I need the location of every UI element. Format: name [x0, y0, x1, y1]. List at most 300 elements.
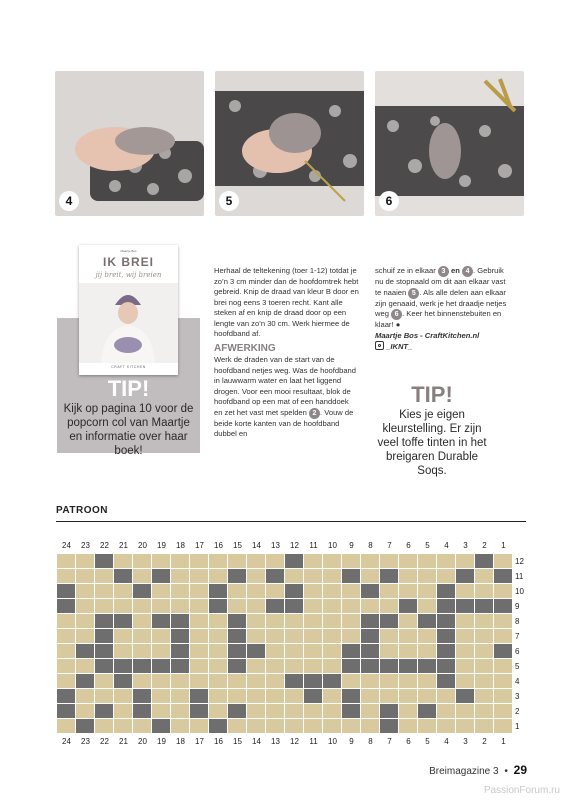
chart-cell	[57, 584, 76, 599]
chart-cell	[209, 659, 228, 674]
column-number: 24	[62, 541, 71, 550]
chart-cell	[418, 659, 437, 674]
chart-cell	[494, 659, 513, 674]
chart-cell	[228, 644, 247, 659]
chart-cell	[323, 689, 342, 704]
chart-cell	[475, 659, 494, 674]
column-number: 17	[195, 541, 204, 550]
chart-cell	[361, 629, 380, 644]
chart-cell	[399, 599, 418, 614]
row-number: 9	[515, 602, 520, 611]
chart-cell	[456, 599, 475, 614]
chart-cell	[323, 569, 342, 584]
chart-cell	[456, 719, 475, 734]
text: . Als alle delen aan elkaar zijn genaaid, werk je het draadje netjes weg	[375, 287, 507, 318]
chart-cell	[304, 704, 323, 719]
chart-cell	[190, 554, 209, 569]
chart-cell	[361, 719, 380, 734]
chart-cell	[323, 659, 342, 674]
chart-cell	[114, 644, 133, 659]
chart-cell	[494, 554, 513, 569]
column-number: 9	[349, 737, 354, 746]
chart-cell	[76, 584, 95, 599]
chart-cell	[437, 614, 456, 629]
chart-cell	[361, 599, 380, 614]
chart-cell	[133, 614, 152, 629]
chart-cell	[285, 614, 304, 629]
chart-cell	[380, 689, 399, 704]
chart-cell	[190, 644, 209, 659]
chart-cell	[304, 659, 323, 674]
chart-cell	[266, 554, 285, 569]
chart-cell	[475, 584, 494, 599]
chart-cell	[418, 584, 437, 599]
chart-cell	[342, 719, 361, 734]
chart-cell	[475, 554, 494, 569]
chart-cell	[456, 569, 475, 584]
chart-cell	[399, 584, 418, 599]
chart-cell	[133, 719, 152, 734]
chart-cell	[323, 629, 342, 644]
page-footer	[429, 763, 527, 777]
column-number: 14	[252, 541, 261, 550]
chart-cell	[152, 659, 171, 674]
chart-cell	[209, 644, 228, 659]
chart-cell	[494, 719, 513, 734]
step-number-badge: 4	[59, 191, 79, 211]
chart-cell	[228, 614, 247, 629]
chart-cell	[266, 659, 285, 674]
column-number: 10	[328, 737, 337, 746]
chart-cell	[418, 629, 437, 644]
row-number: 3	[515, 692, 520, 701]
chart-cell	[285, 719, 304, 734]
chart-cell	[152, 614, 171, 629]
chart-cell	[228, 554, 247, 569]
chart-cell	[437, 719, 456, 734]
chart-cell	[57, 629, 76, 644]
column-number: 19	[157, 541, 166, 550]
chart-cell	[114, 719, 133, 734]
chart-cell	[380, 674, 399, 689]
chart-cell	[418, 644, 437, 659]
chart-cell	[361, 584, 380, 599]
column-number: 8	[368, 541, 373, 550]
chart-cell	[266, 569, 285, 584]
chart-cell	[437, 644, 456, 659]
chart-cell	[304, 644, 323, 659]
chart-cell	[228, 659, 247, 674]
chart-cell	[285, 704, 304, 719]
step-ref-2: 2	[309, 408, 320, 419]
row-number: 12	[515, 557, 524, 566]
chart-cell	[399, 659, 418, 674]
chart-cell	[190, 659, 209, 674]
chart-cell	[190, 689, 209, 704]
signature: Maartje Bos - CraftKitchen.nl	[375, 330, 480, 340]
chart-cell	[266, 584, 285, 599]
chart-cell	[418, 674, 437, 689]
column-number: 6	[406, 541, 411, 550]
chart-cell	[456, 554, 475, 569]
chart-cell	[209, 719, 228, 734]
row-number: 10	[515, 587, 524, 596]
chart-cell	[475, 629, 494, 644]
chart-cell	[171, 599, 190, 614]
chart-cell	[228, 689, 247, 704]
chart-cell	[57, 614, 76, 629]
chart-cell	[228, 719, 247, 734]
chart-cell	[361, 689, 380, 704]
chart-cell	[190, 704, 209, 719]
chart-cell	[57, 554, 76, 569]
chart-cell	[57, 719, 76, 734]
chart-cell	[76, 719, 95, 734]
chart-cell	[209, 599, 228, 614]
chart-cell	[361, 614, 380, 629]
chart-cell	[266, 614, 285, 629]
column-number: 21	[119, 737, 128, 746]
chart-cell	[152, 599, 171, 614]
chart-cell	[266, 599, 285, 614]
chart-cell	[418, 614, 437, 629]
chart-cell	[380, 719, 399, 734]
chart-cell	[114, 659, 133, 674]
chart-cell	[152, 719, 171, 734]
chart-cell	[228, 704, 247, 719]
chart-cell	[418, 704, 437, 719]
knitting-photo-4	[55, 71, 204, 216]
chart-cell	[342, 629, 361, 644]
chart-cell	[456, 644, 475, 659]
chart-cell	[323, 674, 342, 689]
chart-cell	[456, 704, 475, 719]
instructions-column-3	[375, 266, 507, 353]
book-author: Maartje Bos	[120, 249, 137, 253]
step-number-badge: 5	[219, 191, 239, 211]
book-subtitle: jij breit, wij breien	[95, 271, 162, 279]
chart-cell	[266, 689, 285, 704]
chart-cell	[304, 719, 323, 734]
chart-cell	[114, 584, 133, 599]
chart-cell	[266, 704, 285, 719]
chart-cell	[342, 599, 361, 614]
chart-cell	[418, 569, 437, 584]
chart-cell	[171, 584, 190, 599]
finishing-text: Werk de draden van de start van de hoofdband netjes weg. Was de hoofdband in lauwwarm water en laat het liggend drogen. Voor een mooi resultaat, blok de hoofdband op een mat of een handdoek en zet het vast met spelden	[214, 355, 356, 417]
end-bullet: ●	[395, 320, 401, 329]
chart-cell	[247, 674, 266, 689]
column-number: 12	[290, 541, 299, 550]
chart-cell	[171, 644, 190, 659]
row-number: 6	[515, 647, 520, 656]
chart-cell	[247, 704, 266, 719]
chart-cell	[57, 674, 76, 689]
chart-cell	[399, 674, 418, 689]
chart-cell	[494, 599, 513, 614]
chart-cell	[380, 584, 399, 599]
chart-cell	[209, 689, 228, 704]
chart-cell	[475, 599, 494, 614]
chart-cell	[342, 674, 361, 689]
chart-cell	[152, 554, 171, 569]
chart-cell	[247, 584, 266, 599]
chart-cell	[494, 569, 513, 584]
chart-cell	[266, 644, 285, 659]
chart-cell	[304, 569, 323, 584]
chart-cell	[247, 689, 266, 704]
chart-cell	[209, 674, 228, 689]
chart-cell	[95, 584, 114, 599]
column-number: 19	[157, 737, 166, 746]
row-number: 2	[515, 707, 520, 716]
knitting-photo-5	[215, 71, 364, 216]
column-number: 22	[100, 541, 109, 550]
chart-cell	[171, 704, 190, 719]
chart-cell	[380, 704, 399, 719]
chart-cell	[209, 554, 228, 569]
chart-cell	[95, 659, 114, 674]
chart-cell	[342, 644, 361, 659]
chart-cell	[380, 599, 399, 614]
chart-cell	[285, 674, 304, 689]
column-number: 9	[349, 541, 354, 550]
chart-cell	[380, 569, 399, 584]
chart-cell	[494, 584, 513, 599]
chart-cell	[57, 689, 76, 704]
chart-cell	[228, 584, 247, 599]
chart-cell	[228, 599, 247, 614]
chart-cell	[95, 644, 114, 659]
chart-cell	[247, 569, 266, 584]
chart-cell	[494, 674, 513, 689]
knitting-photo-6	[375, 71, 524, 216]
text: en	[451, 266, 460, 275]
instructions-column	[214, 266, 359, 440]
chart-cell	[380, 659, 399, 674]
chart-cell	[76, 614, 95, 629]
chart-cell	[133, 584, 152, 599]
step-photo-5	[215, 71, 364, 216]
column-number: 16	[214, 737, 223, 746]
tip-text: Kijk op pagina 10 voor de popcorn col van Maartje en informatie over haar boek!	[63, 403, 194, 457]
chart-cell	[209, 569, 228, 584]
chart-cell	[247, 659, 266, 674]
chart-cell	[285, 554, 304, 569]
chart-cell	[456, 674, 475, 689]
column-number: 17	[195, 737, 204, 746]
column-number: 22	[100, 737, 109, 746]
column-number: 2	[482, 541, 487, 550]
chart-cell	[304, 614, 323, 629]
chart-cell	[304, 554, 323, 569]
chart-cell	[437, 584, 456, 599]
chart-cell	[133, 629, 152, 644]
book-cover-photo	[79, 283, 178, 363]
column-number: 7	[387, 541, 392, 550]
chart-cell	[361, 569, 380, 584]
chart-cell	[380, 629, 399, 644]
chart-cell	[494, 614, 513, 629]
chart-cell	[152, 629, 171, 644]
column-number: 18	[176, 541, 185, 550]
chart-cell	[380, 554, 399, 569]
chart-cell	[399, 704, 418, 719]
column-number: 18	[176, 737, 185, 746]
chart-cell	[171, 554, 190, 569]
chart-cell	[133, 674, 152, 689]
chart-cell	[456, 584, 475, 599]
chart-cell	[209, 704, 228, 719]
chart-cell	[95, 569, 114, 584]
chart-cell	[114, 689, 133, 704]
chart-cell	[133, 599, 152, 614]
chart-cell	[228, 629, 247, 644]
chart-cell	[304, 599, 323, 614]
chart-cell	[95, 614, 114, 629]
chart-cell	[285, 599, 304, 614]
row-number: 8	[515, 617, 520, 626]
chart-cell	[494, 689, 513, 704]
chart-cell	[418, 554, 437, 569]
chart-cell	[285, 659, 304, 674]
chart-cell	[475, 704, 494, 719]
chart-cell	[133, 689, 152, 704]
chart-cell	[247, 644, 266, 659]
chart-cell	[304, 689, 323, 704]
chart-cell	[171, 719, 190, 734]
chart-cell	[323, 599, 342, 614]
knitting-chart	[57, 554, 513, 734]
chart-cell	[437, 554, 456, 569]
chart-cell	[494, 704, 513, 719]
column-number: 11	[309, 737, 318, 746]
row-number: 11	[515, 572, 524, 581]
chart-cell	[342, 614, 361, 629]
chart-cell	[190, 629, 209, 644]
chart-cell	[76, 629, 95, 644]
chart-cell	[361, 644, 380, 659]
chart-cell	[171, 689, 190, 704]
chart-cell	[494, 629, 513, 644]
chart-cell	[114, 599, 133, 614]
chart-cell	[456, 659, 475, 674]
column-number: 23	[81, 541, 90, 550]
finishing-paragraph	[214, 355, 359, 440]
chart-cell	[95, 554, 114, 569]
tip-colors	[372, 382, 492, 478]
chart-cell	[76, 659, 95, 674]
step-photo-4	[55, 71, 204, 216]
chart-cell	[190, 674, 209, 689]
tip-text: Kies je eigen kleurstelling. Er zijn veel toffe tinten in het breigaren Durable Soqs.	[377, 409, 487, 477]
chart-cell	[152, 584, 171, 599]
chart-cell	[266, 674, 285, 689]
chart-cell	[437, 704, 456, 719]
column-number: 12	[290, 737, 299, 746]
chart-cell	[133, 704, 152, 719]
column-number: 10	[328, 541, 337, 550]
chart-cell	[266, 629, 285, 644]
column-number: 15	[233, 541, 242, 550]
instagram-line	[375, 341, 507, 353]
chart-cell	[152, 674, 171, 689]
chart-cell	[399, 629, 418, 644]
column-number: 15	[233, 737, 242, 746]
column-number: 14	[252, 737, 261, 746]
chart-cell	[95, 629, 114, 644]
row-number: 5	[515, 662, 520, 671]
column-number: 3	[463, 737, 468, 746]
chart-cell	[399, 569, 418, 584]
chart-cell	[475, 614, 494, 629]
column-number: 13	[271, 541, 280, 550]
chart-cell	[418, 689, 437, 704]
chart-cell	[95, 599, 114, 614]
chart-cell	[247, 599, 266, 614]
instagram-icon	[375, 341, 384, 350]
step-number-badge: 6	[379, 191, 399, 211]
chart-cell	[437, 659, 456, 674]
tip-heading: TIP!	[107, 376, 150, 401]
chart-cell	[361, 674, 380, 689]
chart-cell	[475, 644, 494, 659]
chart-cell	[323, 554, 342, 569]
footer-bullet: •	[504, 766, 508, 777]
chart-cell	[76, 599, 95, 614]
chart-cell	[171, 569, 190, 584]
chart-cell	[171, 629, 190, 644]
chart-cell	[475, 689, 494, 704]
chart-cell	[190, 614, 209, 629]
row-number: 7	[515, 632, 520, 641]
chart-cell	[437, 689, 456, 704]
chart-cell	[494, 644, 513, 659]
chart-cell	[171, 614, 190, 629]
chart-cell	[342, 554, 361, 569]
row-number: 4	[515, 677, 520, 686]
chart-cell	[342, 704, 361, 719]
chart-cell	[437, 674, 456, 689]
chart-cell	[380, 644, 399, 659]
step-photo-6	[375, 71, 524, 216]
chart-cell	[285, 644, 304, 659]
chart-cell	[57, 644, 76, 659]
column-number: 4	[444, 737, 449, 746]
chart-cell	[114, 569, 133, 584]
book-title: IK BREI	[102, 255, 154, 269]
chart-cell	[437, 629, 456, 644]
chart-cell	[133, 569, 152, 584]
chart-cell	[57, 659, 76, 674]
chart-cell	[209, 614, 228, 629]
chart-cell	[342, 659, 361, 674]
chart-cell	[152, 569, 171, 584]
chart-cell	[114, 554, 133, 569]
instagram-handle: _IKNT_	[386, 342, 413, 351]
chart-cell	[95, 719, 114, 734]
chart-cell	[247, 719, 266, 734]
pattern-heading: PATROON	[56, 505, 109, 516]
column-number: 16	[214, 541, 223, 550]
chart-cell	[285, 569, 304, 584]
column-number: 20	[138, 737, 147, 746]
chart-cell	[247, 614, 266, 629]
chart-cell	[152, 644, 171, 659]
chart-cell	[190, 599, 209, 614]
column-number: 1	[501, 737, 506, 746]
chart-cell	[304, 674, 323, 689]
